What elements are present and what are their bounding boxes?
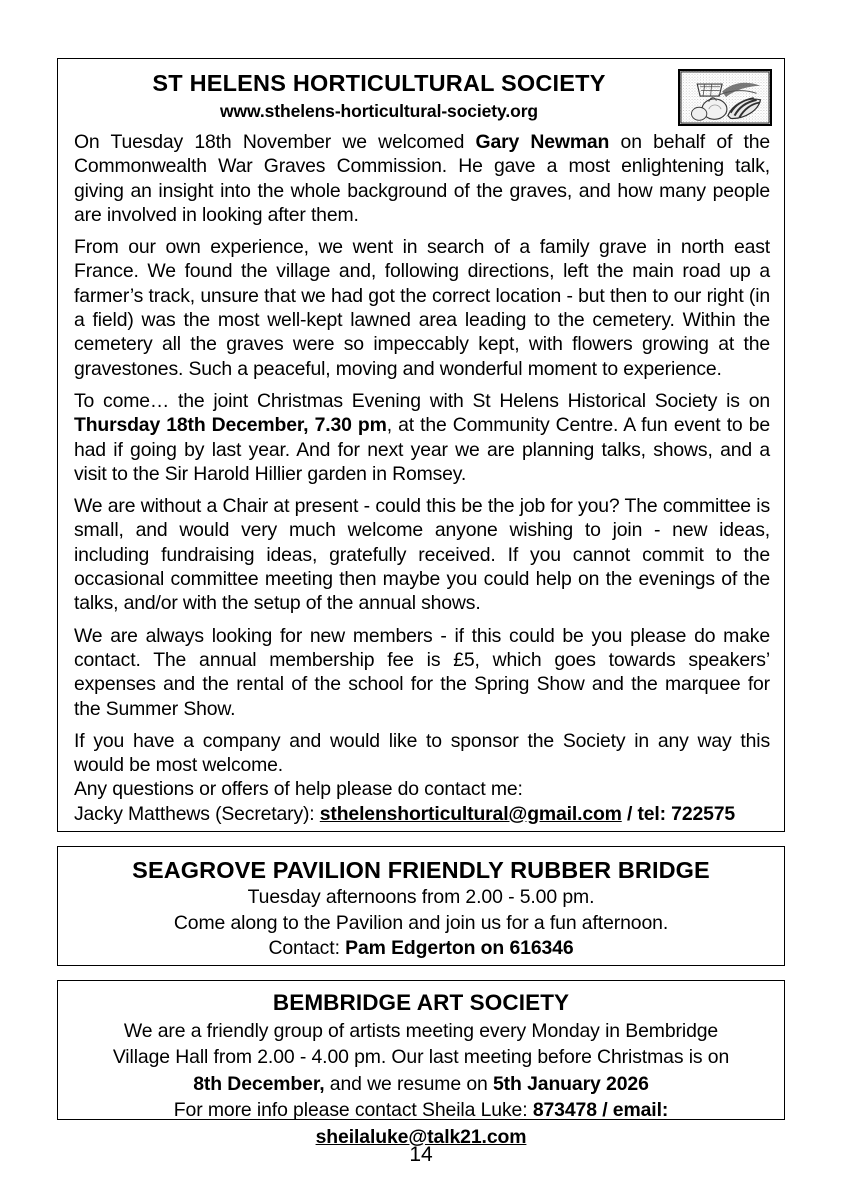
page-number: 14 <box>409 1143 433 1166</box>
society-header <box>74 68 770 130</box>
bridge-title: SEAGROVE PAVILION FRIENDLY RUBBER BRIDGE <box>132 857 710 883</box>
society-header-titles <box>74 68 770 123</box>
art-society-line-2: Village Hall from 2.00 - 4.00 pm. Our last meeting before Christmas is on <box>112 1046 730 1069</box>
society-website-link[interactable]: www.sthelens-horticultural-society.org <box>219 101 539 121</box>
art-society-title: BEMBRIDGE ART SOCIETY <box>272 990 570 1015</box>
art-society-phone: 873478 <box>532 1099 597 1122</box>
art-society-last-meeting-date: 8th December, <box>193 1072 325 1095</box>
art-society-resume-date: 5th January 2026 <box>493 1072 649 1095</box>
paragraph-7: Any questions or offers of help please do contact me: <box>74 778 523 801</box>
bridge-contact-value: Pam Edgerton on 616346 <box>345 937 574 960</box>
society-email-link[interactable]: sthelenshorticultural@gmail.com <box>319 802 622 825</box>
p1-part-b: on behalf of the Commonwealth War Graves Commission. He gave a most enlightening talk, giving an insight into the whole background of the graves, and how many people are involved in looking after them. <box>74 131 770 226</box>
paragraph-1 <box>74 130 770 227</box>
art-society-email-link[interactable]: sheilaluke@talk21.com <box>315 1125 527 1148</box>
paragraph-2: From our own experience, we went in search of a family grave in north east France. We found the village and, following directions, left the main road up a farmer’s track, unsure that we had got the correct location - but then to our right (in a field) was the most well-kept lawned area leading to the cemetery. Within the cemetery all the graves were so impeccably kept, with flowers growing at the gravestones. Such a peaceful, moving and wonderful moment to experience. <box>74 236 770 380</box>
bridge-line-1: Tuesday afternoons from 2.00 - 5.00 pm. <box>247 886 595 908</box>
art-society-line-1: We are a friendly group of artists meeting every Monday in Bembridge <box>123 1020 719 1042</box>
bridge-line-2: Come along to the Pavilion and join us for a fun afternoon. <box>173 911 669 934</box>
bridge-contact-line <box>68 936 774 962</box>
art-society-contact-prefix: For more info please contact Sheila Luke: <box>173 1099 533 1122</box>
society-contact-line <box>74 802 770 826</box>
paragraph-5: We are always looking for new members - if this could be you please do make contact. The annual membership fee is £5, which goes towards speakers’ expenses and the rental of the school for the Spring Show and the marquee for the Summer Show. <box>74 624 770 720</box>
p3-part-a: To come… the joint Christmas Evening with St Helens Historical Society is on <box>74 389 770 412</box>
bridge-contact-label: Contact: <box>268 937 346 960</box>
secretary-name: Jacky Matthews (Secretary): <box>74 802 320 825</box>
p1-part-a: On Tuesday 18th November we welcomed <box>74 131 476 153</box>
bembridge-art-society-panel <box>57 980 785 1148</box>
paragraph-6: If you have a company and would like to sponsor the Society in any way this would be most welcome. <box>74 729 770 777</box>
p3-part-b: , at the Community Centre. A fun event to be had if going by last year. And for next year we are planning talks, shows, and a visit to the Sir Harold Hillier garden in Romsey. <box>74 414 771 485</box>
paragraph-3 <box>74 389 770 486</box>
paragraph-4: We are without a Chair at present - could this be the job for you? The committee is small, and would very much welcome anyone wishing to join - new ideas, including fundraising ideas, gratefully received. If you cannot commit to the occasional committee meeting then maybe you could help on the evenings of the talks, and/or with the setup of the annual shows. <box>74 495 770 615</box>
society-body <box>74 130 770 826</box>
christmas-event-date: Thursday 18th December, 7.30 pm <box>74 414 387 437</box>
society-title: ST HELENS HORTICULTURAL SOCIETY <box>152 70 606 96</box>
vegetables-illustration-icon <box>678 69 772 126</box>
art-society-line-3 <box>66 1071 776 1097</box>
seagrove-bridge-panel <box>57 846 785 966</box>
society-telephone: / tel: 722575 <box>621 802 735 825</box>
art-society-line-3-mid: and we resume on <box>324 1072 493 1095</box>
art-society-contact-separator: / email: <box>596 1099 669 1122</box>
speaker-name: Gary Newman <box>475 131 610 153</box>
horticultural-society-panel <box>57 58 785 832</box>
